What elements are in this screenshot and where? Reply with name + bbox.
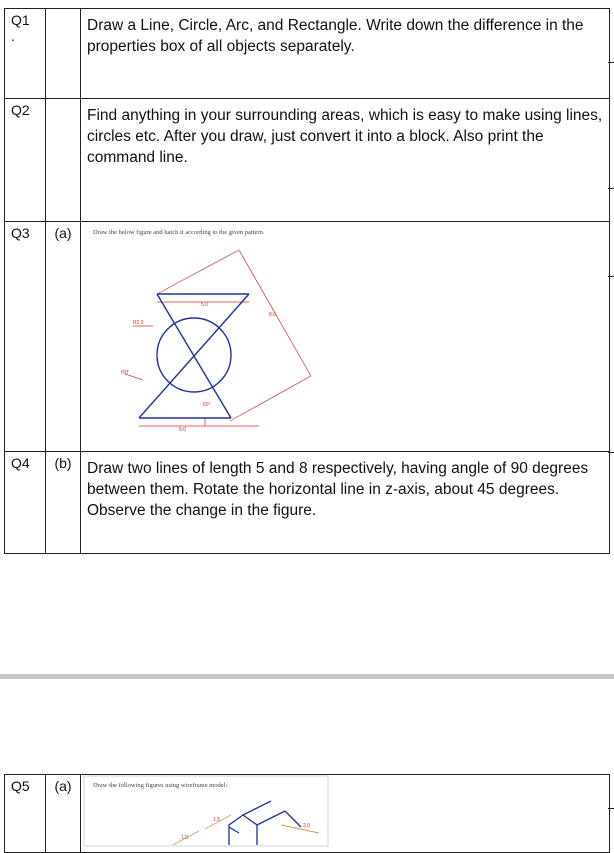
page-separator: [0, 674, 614, 679]
dim-diag: 8.0: [269, 312, 276, 318]
edge-tick: [608, 808, 614, 809]
question-row-q3: [5, 222, 610, 452]
edge-tick: [608, 452, 614, 453]
dim-c: 2.0: [303, 823, 310, 829]
figure-caption: Draw the following figures using wireframe model:: [93, 782, 228, 789]
questions-table-page1: [4, 8, 610, 554]
question-number: Q4: [5, 452, 46, 554]
question-sub: (b): [46, 452, 81, 554]
wireframe-figure: [81, 775, 613, 847]
question-row-q5: [5, 775, 610, 853]
dim-bottom: 5.0: [179, 427, 186, 433]
question-number: Q3: [5, 222, 46, 452]
blue-figure: [139, 294, 249, 418]
hatch-figure: [81, 222, 613, 446]
question-text: Find anything in your surrounding areas, which is easy to make using lines, circles etc. After you draw, just convert it into a block. Also print the command line.: [81, 99, 610, 222]
question-text: Draw two lines of length 5 and 8 respectively, having angle of 90 degrees between them. Rotate the horizontal line in z-axis, about 45 degrees. Observe the change in the figure.: [81, 452, 610, 554]
edge-tick: [608, 276, 614, 277]
dim-b: 1.5: [213, 817, 220, 823]
dim-a: 1.0: [181, 835, 188, 841]
question-number-label: Q1: [11, 12, 30, 28]
question-number: [5, 9, 46, 99]
wireframe-shape: [229, 801, 301, 845]
questions-table-page2: [4, 774, 610, 853]
question-figure-cell: [81, 222, 610, 452]
wireframe-dims: [173, 815, 319, 845]
question-row-q4: [5, 452, 610, 554]
question-row-q1: [5, 9, 610, 99]
question-figure-cell: [81, 775, 610, 853]
question-text: Draw a Line, Circle, Arc, and Rectangle. Write down the difference in the properties box of all objects separately.: [81, 9, 610, 99]
question-number: Q5: [5, 775, 46, 853]
edge-tick: [608, 62, 614, 63]
dim-radius: R2.0: [133, 320, 144, 326]
dim-angle: 60°: [203, 402, 211, 408]
question-number-marker: .: [11, 28, 15, 44]
question-sub: (a): [46, 775, 81, 853]
question-sub: [46, 99, 81, 222]
question-row-q2: [5, 99, 610, 222]
figure-caption: Draw the below figure and hatch it according to the given pattern.: [93, 229, 265, 236]
dim-int: INT: [121, 370, 130, 376]
dimension-lines: [125, 250, 311, 426]
edge-tick: [608, 188, 614, 189]
question-sub: [46, 9, 81, 99]
question-number: Q2: [5, 99, 46, 222]
question-sub: (a): [46, 222, 81, 452]
dim-top: 5.0: [201, 302, 208, 308]
